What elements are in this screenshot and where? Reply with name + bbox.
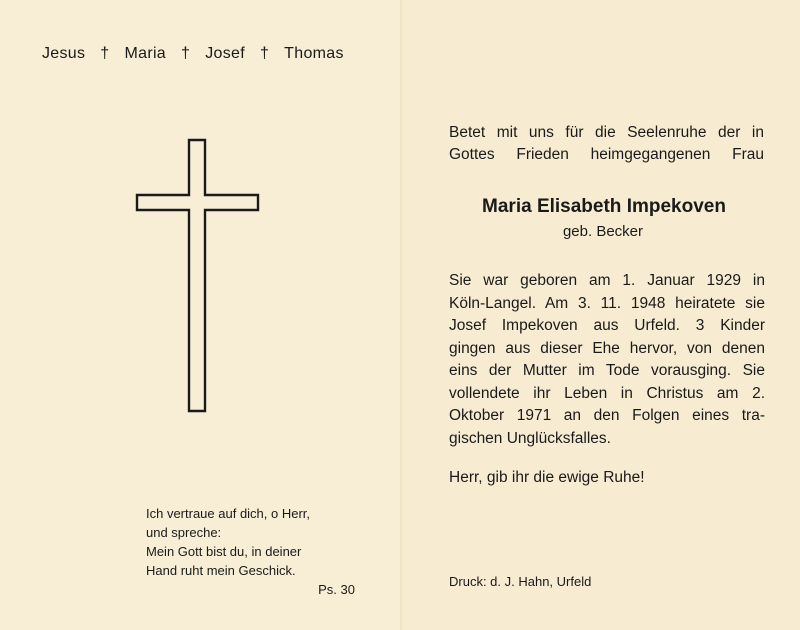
saint-name: Josef xyxy=(205,45,245,62)
saint-name: Maria xyxy=(124,45,167,62)
dagger-icon: † xyxy=(259,45,270,62)
bio-line: eins der Mutter im Tode vorausging. Sie xyxy=(449,362,765,379)
intro-line: Gottes Frieden heimgegangenen Frau xyxy=(449,146,764,163)
maiden-name: geb. Becker xyxy=(562,223,644,240)
psalm-quote xyxy=(146,504,361,599)
psalm-line: Mein Gott bist du, in deiner xyxy=(146,544,302,559)
psalm-line: und spreche: xyxy=(146,525,222,540)
intro-line: Betet mit uns für die Seelenruhe der in xyxy=(449,124,764,141)
saints-header xyxy=(42,45,344,63)
biography xyxy=(449,270,765,450)
psalm-line: Ich vertraue auf dich, o Herr, xyxy=(146,506,311,521)
cross-icon xyxy=(135,138,261,414)
bio-line: gischen Unglücksfalles. xyxy=(449,429,611,447)
saint-name: Jesus xyxy=(42,45,86,62)
printer-credit: Druck: d. J. Hahn, Urfeld xyxy=(449,574,592,589)
dagger-icon: † xyxy=(181,45,191,62)
bio-line: gingen aus dieser Ehe hervor, von denen xyxy=(449,339,765,357)
intro-text xyxy=(449,122,764,166)
psalm-reference: Ps. 30 xyxy=(318,582,355,597)
saint-name: Thomas xyxy=(284,45,344,62)
bio-line: vollendete ihr Leben in Christus am 2. xyxy=(449,384,765,402)
bio-line: Sie war geboren am 1. Januar 1929 in xyxy=(449,272,765,289)
deceased-name: Maria Elisabeth Impekoven xyxy=(482,196,726,217)
psalm-line: Hand ruht mein Geschick. xyxy=(146,563,296,578)
bio-line: Josef Impekoven aus Urfeld. 3 Kinder xyxy=(449,317,765,334)
dagger-icon: † xyxy=(100,45,110,62)
bio-line: Köln-Langel. Am 3. 11. 1948 heiratete sie xyxy=(449,294,765,312)
bio-line: Oktober 1971 an den Folgen eines tra- xyxy=(449,407,765,424)
closing-prayer: Herr, gib ihr die ewige Ruhe! xyxy=(449,469,645,486)
